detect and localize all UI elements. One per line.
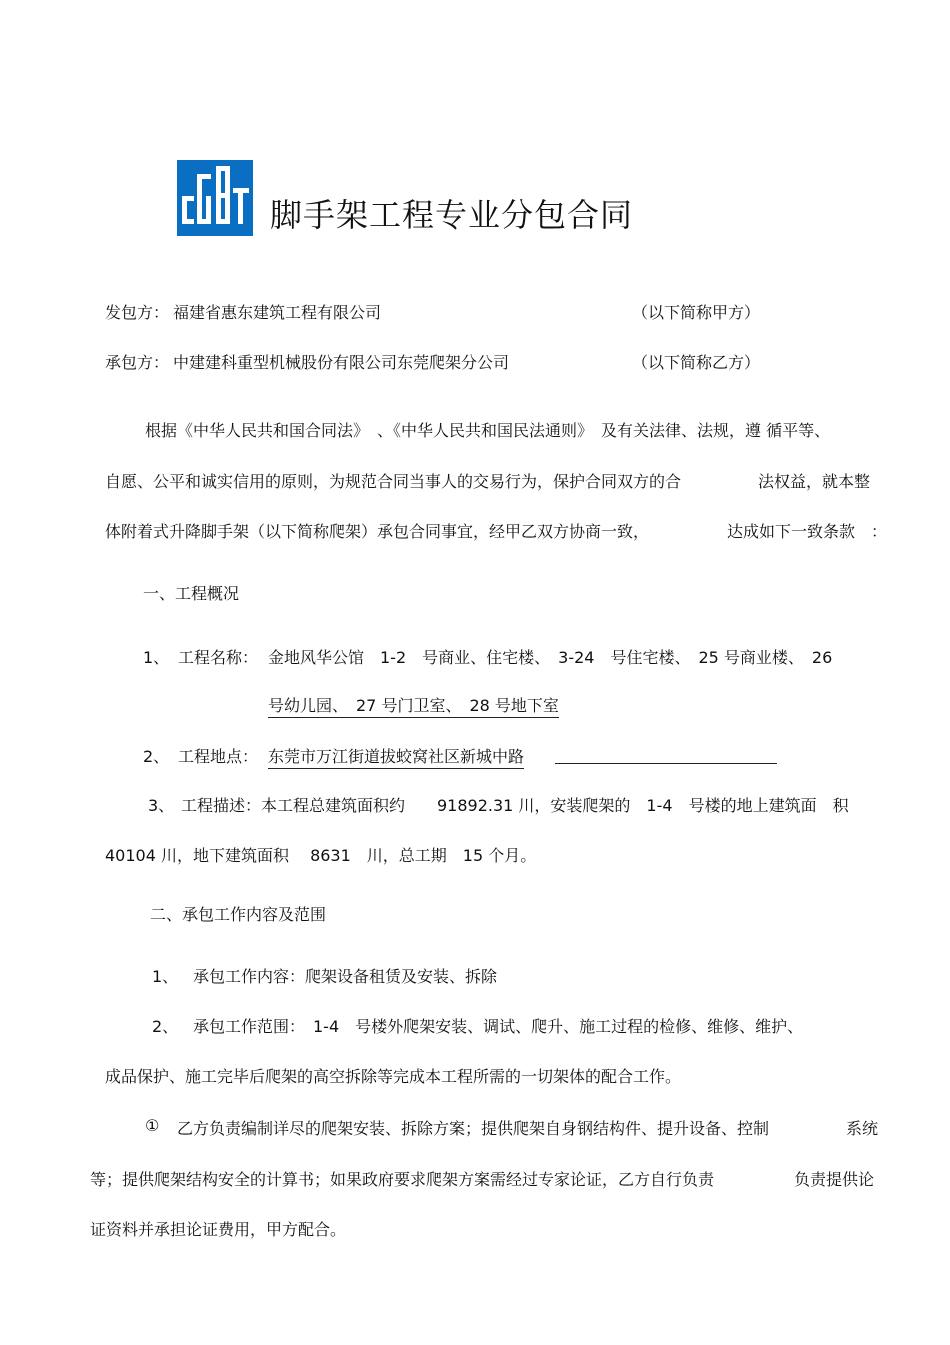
document-title: 脚手架工程专业分包合同 xyxy=(270,196,634,234)
contractor-alias: （以下简称乙方） xyxy=(632,353,761,372)
s1-item-3-number: 3、 xyxy=(148,796,175,815)
s2-sub-1-text: 乙方负责编制详尽的爬架安装、拆除方案；提供爬架自身钢结构件、提升设备、控制 xyxy=(177,1119,770,1138)
s1-item-3-text: 工程描述：本工程总建筑面积约 91892.31 川，安装爬架的 1-4 号楼的地上建筑面 积 xyxy=(181,796,849,815)
s1-item-2-text: 东莞市万江街道拔蛟窝社区新城中路 xyxy=(268,744,524,769)
s2-sub-1-text-cont: 等；提供爬架结构安全的计算书；如果政府要求爬架方案需经过专家论证，乙方自行负责 xyxy=(90,1170,715,1189)
address-blank-line xyxy=(555,763,777,764)
s1-item-2-number: 2、 xyxy=(143,747,170,766)
s1-item-3-text-cont: 40104 川，地下建筑面积 8631 川，总工期 15 个月。 xyxy=(105,846,537,865)
company-logo xyxy=(177,160,253,236)
s2-sub-1-text-end: 系统 xyxy=(846,1119,879,1138)
preamble-line-2: 自愿、公平和诚实信用的原则，为规范合同当事人的交易行为，保护合同双方的合 xyxy=(105,472,682,491)
s1-item-1-label: 工程名称： xyxy=(178,648,259,667)
preamble-line-3: 体附着式升降脚手架（以下简称爬架）承包合同事宜，经甲乙双方协商一致， xyxy=(105,522,650,541)
s2-item-2-number: 2、 xyxy=(152,1017,179,1036)
s2-sub-1-text-cont-end: 负责提供论 xyxy=(794,1170,875,1189)
s2-sub-1-text-final: 证资料并承担论证费用，甲方配合。 xyxy=(90,1220,347,1239)
s1-item-2-label: 工程地点： xyxy=(178,747,259,766)
employer-label: 发包方： xyxy=(105,303,170,322)
s2-item-1-text: 承包工作内容：爬架设备租赁及安装、拆除 xyxy=(193,967,498,986)
s2-item-2-text-cont: 成品保护、施工完毕后爬架的高空拆除等完成本工程所需的一切架体的配合工作。 xyxy=(105,1067,682,1086)
preamble-line-2-end: 法权益，就本整 xyxy=(758,472,871,491)
section-2-heading: 二、承包工作内容及范围 xyxy=(150,905,327,924)
employer-alias: （以下简称甲方） xyxy=(632,303,761,322)
s1-item-1-number: 1、 xyxy=(143,648,170,667)
contractor-label: 承包方： xyxy=(105,353,170,372)
s2-item-1-number: 1、 xyxy=(152,967,179,986)
s2-sub-1-number: ① xyxy=(145,1116,160,1135)
section-1-heading: 一、工程概况 xyxy=(143,584,240,603)
s2-item-2-text: 承包工作范围： 1-4 号楼外爬架安装、调试、爬升、施工过程的检修、维修、维护、 xyxy=(193,1017,804,1036)
preamble-line-1: 根据《中华人民共和国合同法》 、《中华人民共和国民法通则》 及有关法律、法规，遵 循平等、 xyxy=(145,421,831,440)
employer-name: 福建省惠东建筑工程有限公司 xyxy=(173,303,382,322)
contractor-name: 中建建科重型机械股份有限公司东莞爬架分公司 xyxy=(173,353,510,372)
s1-item-1-text-cont: 号幼儿园、 27 号门卫室、 28 号地下室 xyxy=(268,693,559,718)
s1-item-1-text: 金地风华公馆 1-2 号商业、住宅楼、 3-24 号住宅楼、 25 号商业楼、 26 xyxy=(268,648,833,667)
preamble-line-3-end: 达成如下一致条款 ： xyxy=(727,522,888,541)
